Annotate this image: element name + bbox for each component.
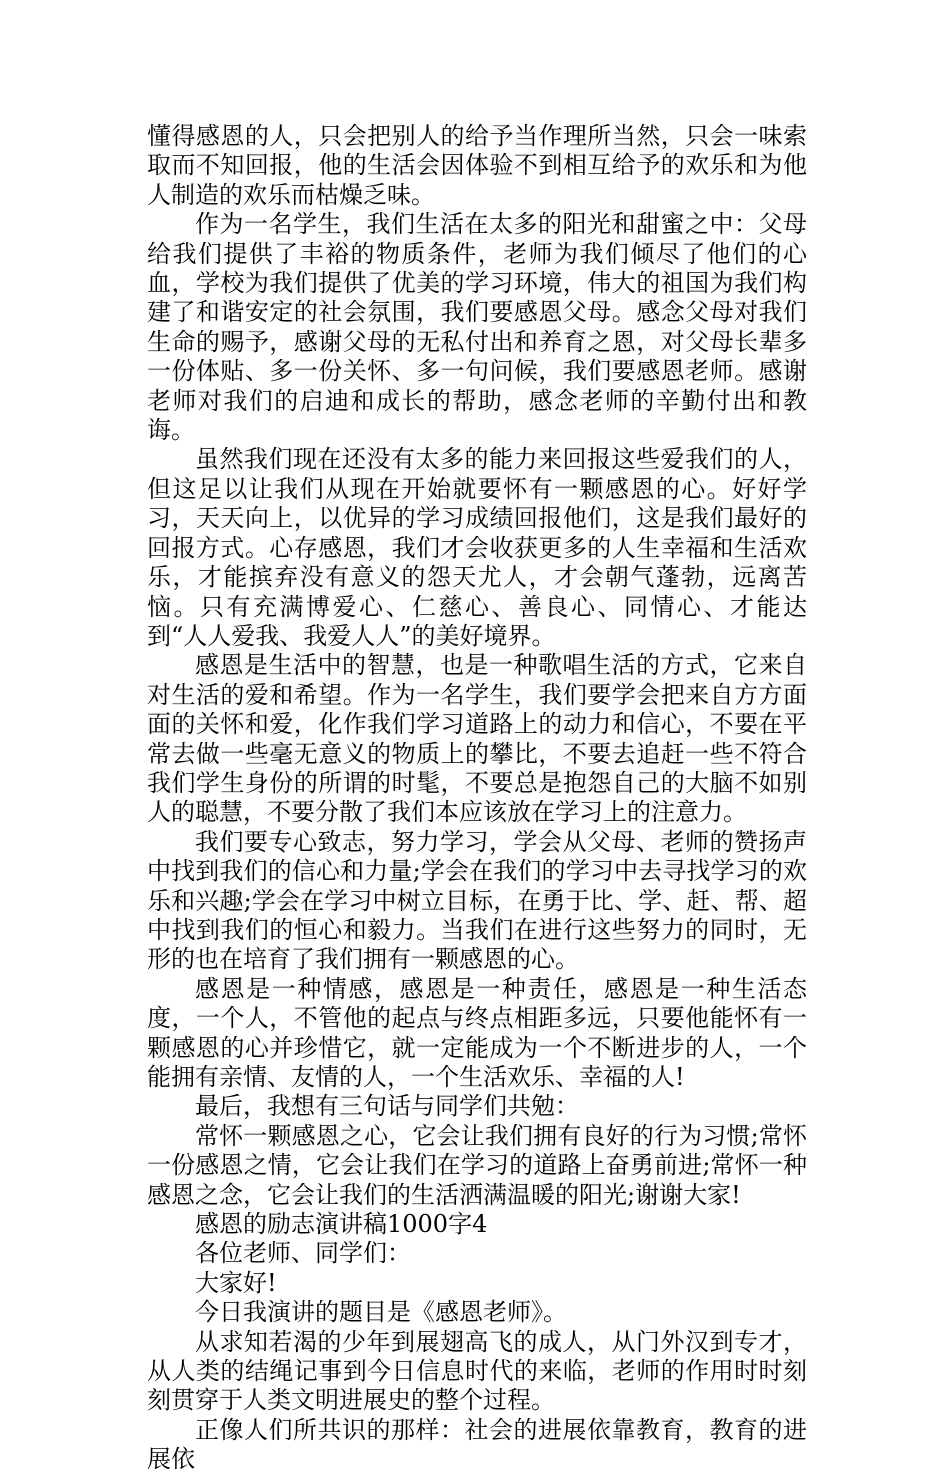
paragraph-1: 懂得感恩的人，只会把别人的给予当作理所当然，只会一味索取而不知回报，他的生活会因体验不到相互给予的欢乐和为他人制造的欢乐而枯燥乏味。 [147, 122, 807, 209]
paragraph-5: 我们要专心致志，努力学习，学会从父母、老师的赞扬声中找到我们的信心和力量;学会在我们的学习中去寻找学习的欢乐和兴趣;学会在学习中树立目标，在勇于比、学、赶、帮、超中找到我们的恒心和毅力。当我们在进行这些努力的同时，无形的也在培育了我们拥有一颗感恩的心。 [147, 827, 807, 974]
paragraph-4: 感恩是生活中的智慧，也是一种歌唱生活的方式，它来自对生活的爱和希望。作为一名学生，我们要学会把来自方方面面的关怀和爱，化作我们学习道路上的动力和信心，不要在平常去做一些毫无意义的物质上的攀比，不要去追赶一些不符合我们学生身份的所谓的时髦，不要总是抱怨自己的大脑不如别人的聪慧，不要分散了我们本应该放在学习上的注意力。 [147, 651, 807, 827]
speech-topic: 今日我演讲的题目是《感恩老师》。 [195, 1298, 567, 1327]
paragraph-6: 感恩是一种情感，感恩是一种责任，感恩是一种生活态度，一个人，不管他的起点与终点相距多远，只要他能怀有一颗感恩的心并珍惜它，就一定能成为一个不断进步的人，一个能拥有亲情、友情的人，一个生活欢乐、幸福的人! [147, 974, 807, 1091]
greeting: 大家好! [195, 1268, 277, 1297]
salutation: 各位老师、同学们： [195, 1239, 411, 1268]
paragraph-10: 正像人们所共识的那样：社会的进展依靠教育，教育的进展依 [147, 1415, 807, 1474]
document-body [147, 122, 807, 1475]
section-heading: 感恩的励志演讲稿1000字4 [195, 1210, 488, 1239]
paragraph-3: 虽然我们现在还没有太多的能力来回报这些爱我们的人，但这足以让我们从现在开始就要怀有一颗感恩的心。好好学习，天天向上，以优异的学习成绩回报他们，这是我们最好的回报方式。心存感恩，我们才会收获更多的人生幸福和生活欢乐，才能摈弃没有意义的怨天尤人，才会朝气蓬勃，远离苦恼。只有充满博爱心、仁慈心、善良心、同情心、才能达到“人人爱我、我爱人人”的美好境界。 [147, 445, 807, 650]
paragraph-7: 最后，我想有三句话与同学们共勉： [195, 1092, 579, 1121]
paragraph-2: 作为一名学生，我们生活在太多的阳光和甜蜜之中：父母给我们提供了丰裕的物质条件，老师为我们倾尽了他们的心血，学校为我们提供了优美的学习环境，伟大的祖国为我们构建了和谐安定的社会氛围，我们要感恩父母。感念父母对我们生命的赐予，感谢父母的无私付出和养育之恩，对父母长辈多一份体贴、多一份关怀、多一句问候，我们要感恩老师。感谢老师对我们的启迪和成长的帮助，感念老师的辛勤付出和教诲。 [147, 210, 807, 445]
paragraph-9: 从求知若渴的少年到展翅高飞的成人，从门外汉到专才，从人类的结绳记事到今日信息时代的来临，老师的作用时时刻刻贯穿于人类文明进展史的整个过程。 [147, 1327, 807, 1415]
paragraph-8: 常怀一颗感恩之心，它会让我们拥有良好的行为习惯;常怀一份感恩之情，它会让我们在学习的道路上奋勇前进;常怀一种感恩之念，它会让我们的生活洒满温暖的阳光;谢谢大家! [147, 1121, 807, 1209]
